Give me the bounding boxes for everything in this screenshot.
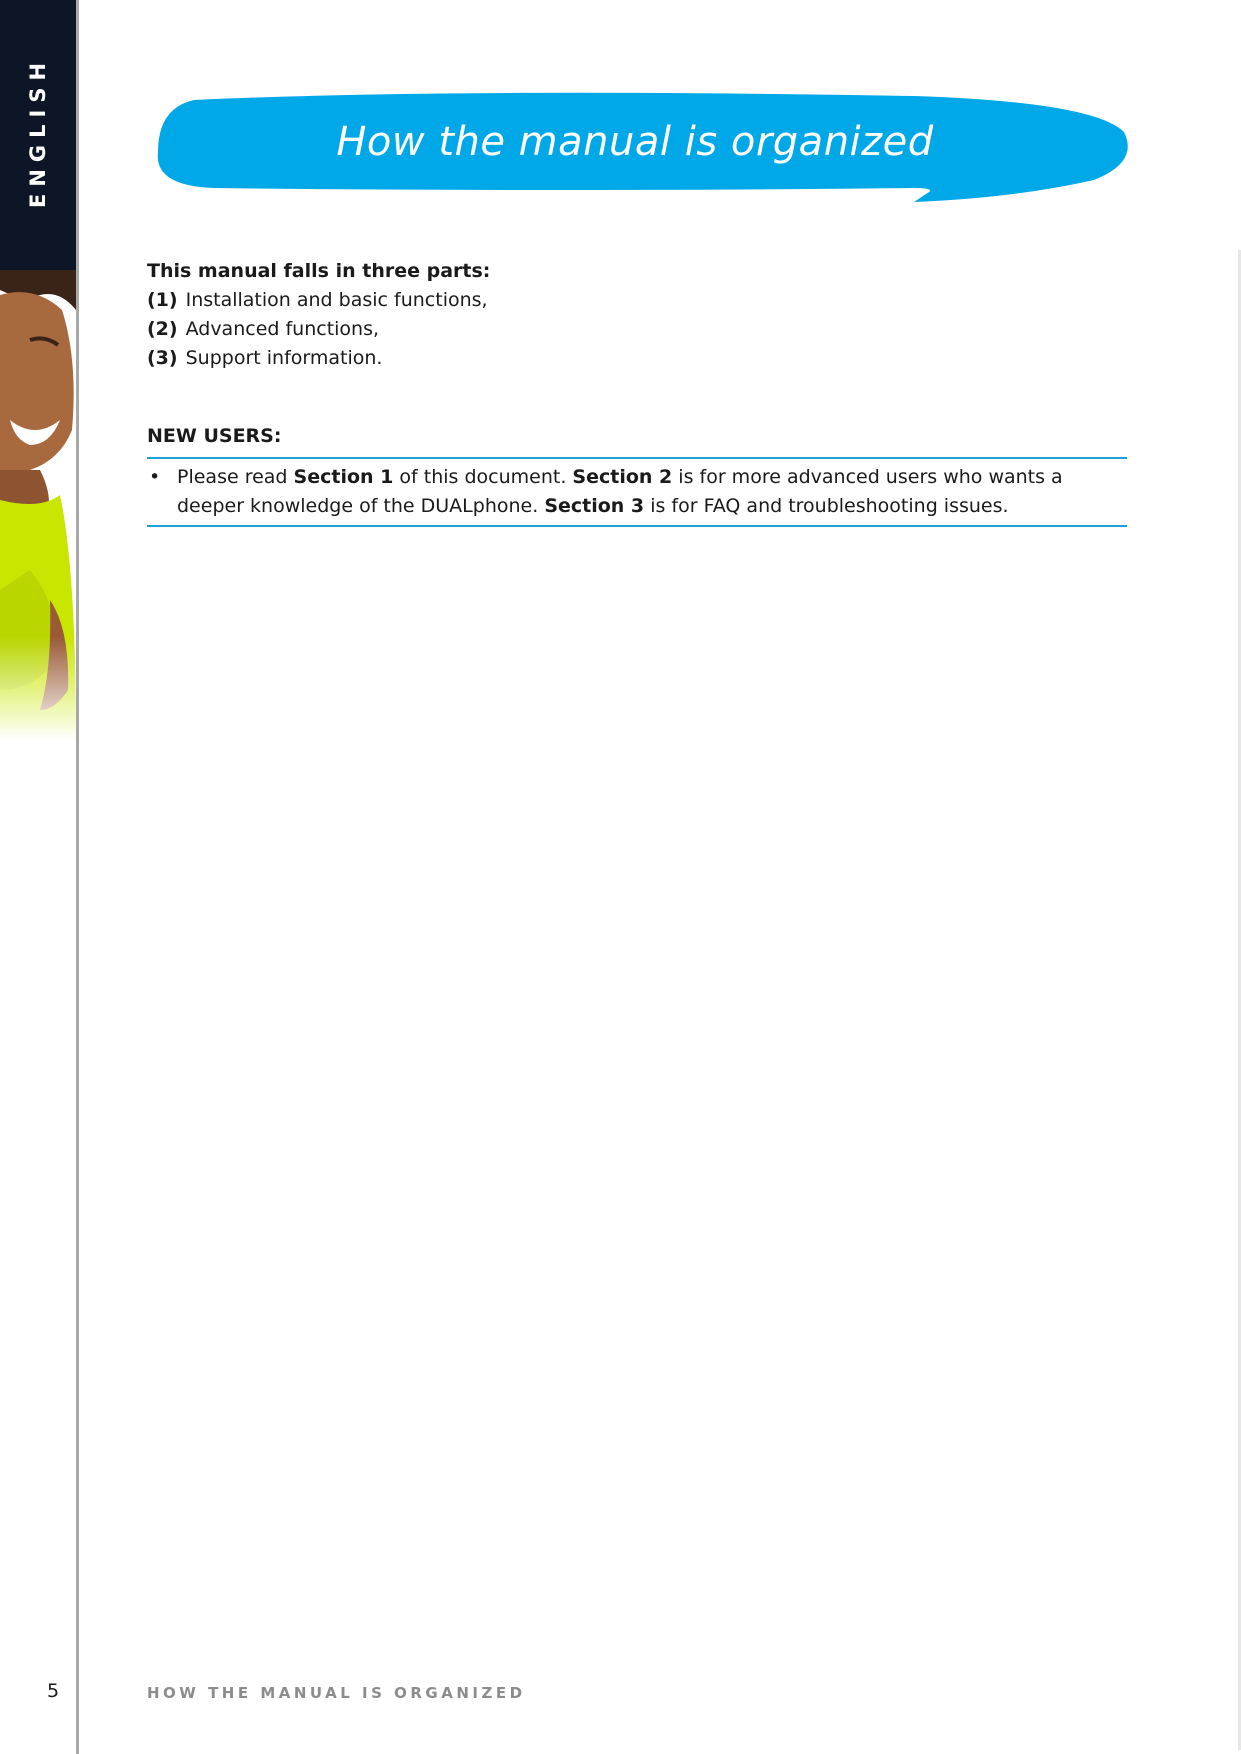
part-number: (1) [147,289,178,311]
part-text: Support information. [185,347,383,369]
new-users-text [177,463,1067,521]
text-segment: is for more advanced users who wants a deeper knowledge of the DUALphone. [177,466,1063,517]
title-banner [154,92,1130,226]
new-users-heading: NEW USERS: [147,425,282,447]
new-users-callout [147,457,1127,527]
text-segment: Please read [177,466,294,488]
parts-list [147,286,1127,373]
page-title: How the manual is organized [336,119,934,165]
part-number: (2) [147,318,178,340]
main-content [147,257,1127,527]
language-label: ENGLISH [26,55,50,209]
text-segment: is for FAQ and troubleshooting issues. [644,495,1009,517]
list-item [147,344,1127,373]
text-segment: of this document. [393,466,573,488]
running-footer-title: HOW THE MANUAL IS ORGANIZED [147,1684,526,1702]
section-3-ref: Section 3 [544,495,645,517]
intro-heading: This manual falls in three parts: [147,260,491,282]
page-number: 5 [47,1680,60,1702]
list-item [147,286,1127,315]
language-tab [0,0,76,270]
part-text: Installation and basic functions, [185,289,488,311]
person-photo [0,270,76,740]
bullet-icon: • [149,466,161,488]
section-2-ref: Section 2 [572,466,673,488]
list-item [147,315,1127,344]
part-text: Advanced functions, [185,318,380,340]
margin-rule [76,0,79,1754]
part-number: (3) [147,347,178,369]
section-1-ref: Section 1 [293,466,394,488]
